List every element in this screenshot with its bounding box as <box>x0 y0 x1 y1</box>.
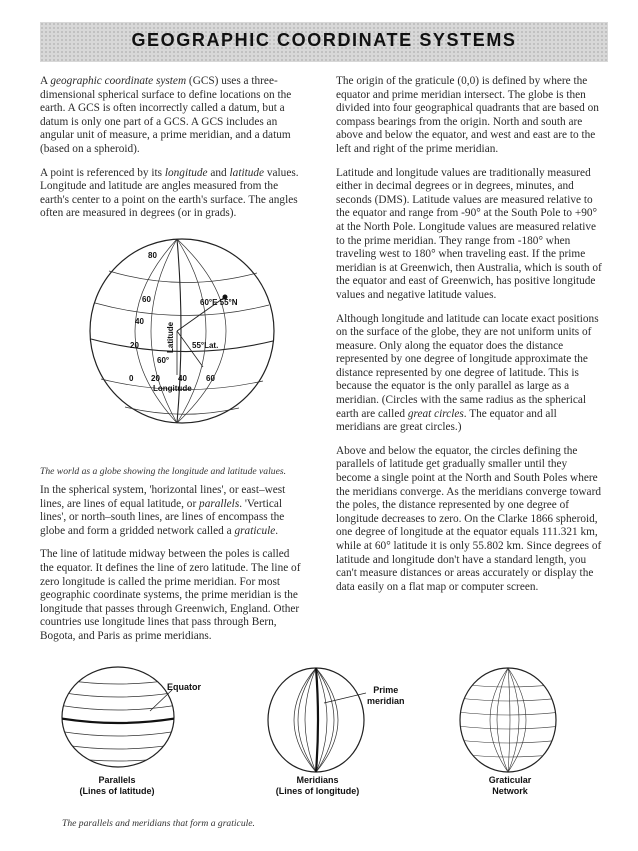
paragraph-measurement: Latitude and longitude values are traditionally measured either in decimal degrees or in degrees, minutes, and seconds (DMS). Latitude values are measured relative to the equator and range from -90° at the South Pole to +90° at the North Pole. Longitude values are measured relative to the prime meridian. They range from -180° when traveling west to 180° when traveling east. If the prime meridian is at Greenwich, then Australia, which is south of the equator and east of Greenwich, has positive longitude values and negative latitude values. <box>336 166 602 301</box>
paragraph-uniformity: Although longitude and latitude can locate exact positions on the surface of the globe, they are not uniform units of measure. Only along the equator does the distance represented by one degree of longitude approximate the distance represented by one degree of latitude. This is because the equator is the only parallel as large as a meridian. (Circles with the same radius as the spherical earth are called great circles. The equator and all meridians are great circles.) <box>336 312 599 434</box>
graticular-caption <box>455 775 565 797</box>
label-lat-55: 55°Lat. <box>192 341 219 350</box>
page-title: GEOGRAPHIC COORDINATE SYSTEMS <box>131 30 517 50</box>
meridians-caption <box>260 775 375 797</box>
label-lon-20: 20 <box>151 374 160 383</box>
meridians-title: Meridians <box>296 775 339 785</box>
paragraph-gcs-definition: A geographic coordinate system (GCS) uses a three-dimensional spherical surface to define locations on the earth. A GCS is often incorrectly called a datum, but a datum is only one part of a GCS. A GCS includes an angular unit of measure, a prime meridian, and a datum (based on a spheroid). <box>40 75 292 155</box>
meridians-subtitle: (Lines of longitude) <box>275 786 360 796</box>
parallels-title: Parallels <box>98 775 136 785</box>
bottom-figure-caption: The parallels and meridians that form a graticule. <box>62 818 255 829</box>
meridians-globe <box>258 665 378 775</box>
parallels-caption <box>62 775 172 797</box>
label-lat-60: 60 <box>142 295 151 304</box>
globe-figure-caption: The world as a globe showing the longitude and latitude values. <box>40 466 286 477</box>
paragraph-origin: The origin of the graticule (0,0) is defined by where the equator and prime meridian intersect. The globe is then divided into four geographical quadrants that are based on compass bearings from the origin. North and south are above and below the equator, and west and east are to the left and right of the prime meridian. <box>336 75 599 155</box>
paragraph-convergence: Above and below the equator, the circles defining the parallels of latitude get gradually smaller until they become a single point at the North and South Poles where the meridians converge. As the meridians converge toward the poles, the distance represented by one degree of longitude decreases to zero. On the Clarke 1866 spheroid, one degree of longitude at the equator equals 111.321 km, while at 60° latitude it is only 55.802 km. Since degrees of latitude and longitude don't have a standard length, you can't measure distances or areas accurately or display the data easily on a flat map or computer screen. <box>336 444 602 593</box>
label-lon-60: 60 <box>206 374 215 383</box>
label-latitude-axis: Latitude <box>166 321 175 353</box>
left-column <box>40 75 302 231</box>
equator-label: Equator <box>167 682 202 692</box>
left-column-lower <box>40 484 302 654</box>
graticular-title: Graticular <box>488 775 532 785</box>
label-angle-60: 60° <box>157 356 170 365</box>
label-longitude-axis: Longitude <box>153 384 192 393</box>
globe-figure <box>85 235 285 435</box>
label-point-60e-55n: 60°E 55°N <box>200 298 238 307</box>
label-lat-40: 40 <box>135 317 144 326</box>
parallels-subtitle: (Lines of latitude) <box>79 786 155 796</box>
paragraph-point-reference: A point is referenced by its longitude and latitude values. Longitude and latitude are angles measured from the earth's center to a point on the earth's surface. The angles often are measured in degrees (or in grads). <box>40 166 299 220</box>
right-column <box>336 75 602 604</box>
label-lon-40: 40 <box>178 374 187 383</box>
label-lon-0: 0 <box>129 374 134 383</box>
label-lat-20: 20 <box>130 341 139 350</box>
label-lat-80: 80 <box>148 251 157 260</box>
parallels-globe <box>58 665 188 770</box>
graticule-globe <box>450 665 570 775</box>
paragraph-parallels: In the spherical system, 'horizontal lines', or east–west lines, are lines of equal latitude, or parallels. 'Vertical lines', or north–south lines, are lines of encompass the globe and form a gridded network called a graticule. <box>40 484 286 537</box>
prime-meridian-label: Prime meridian <box>367 685 405 706</box>
graticular-subtitle: Network <box>492 786 528 796</box>
paragraph-equator: The line of latitude midway between the poles is called the equator. It defines the line of zero latitude. The line of zero longitude is called the prime meridian. For most geographic coordinate systems, the prime meridian is the longitude that passes through Greenwich, England. Other countries use longitude lines that pass through Bern, Bogota, and Paris as prime meridians. <box>40 548 301 642</box>
